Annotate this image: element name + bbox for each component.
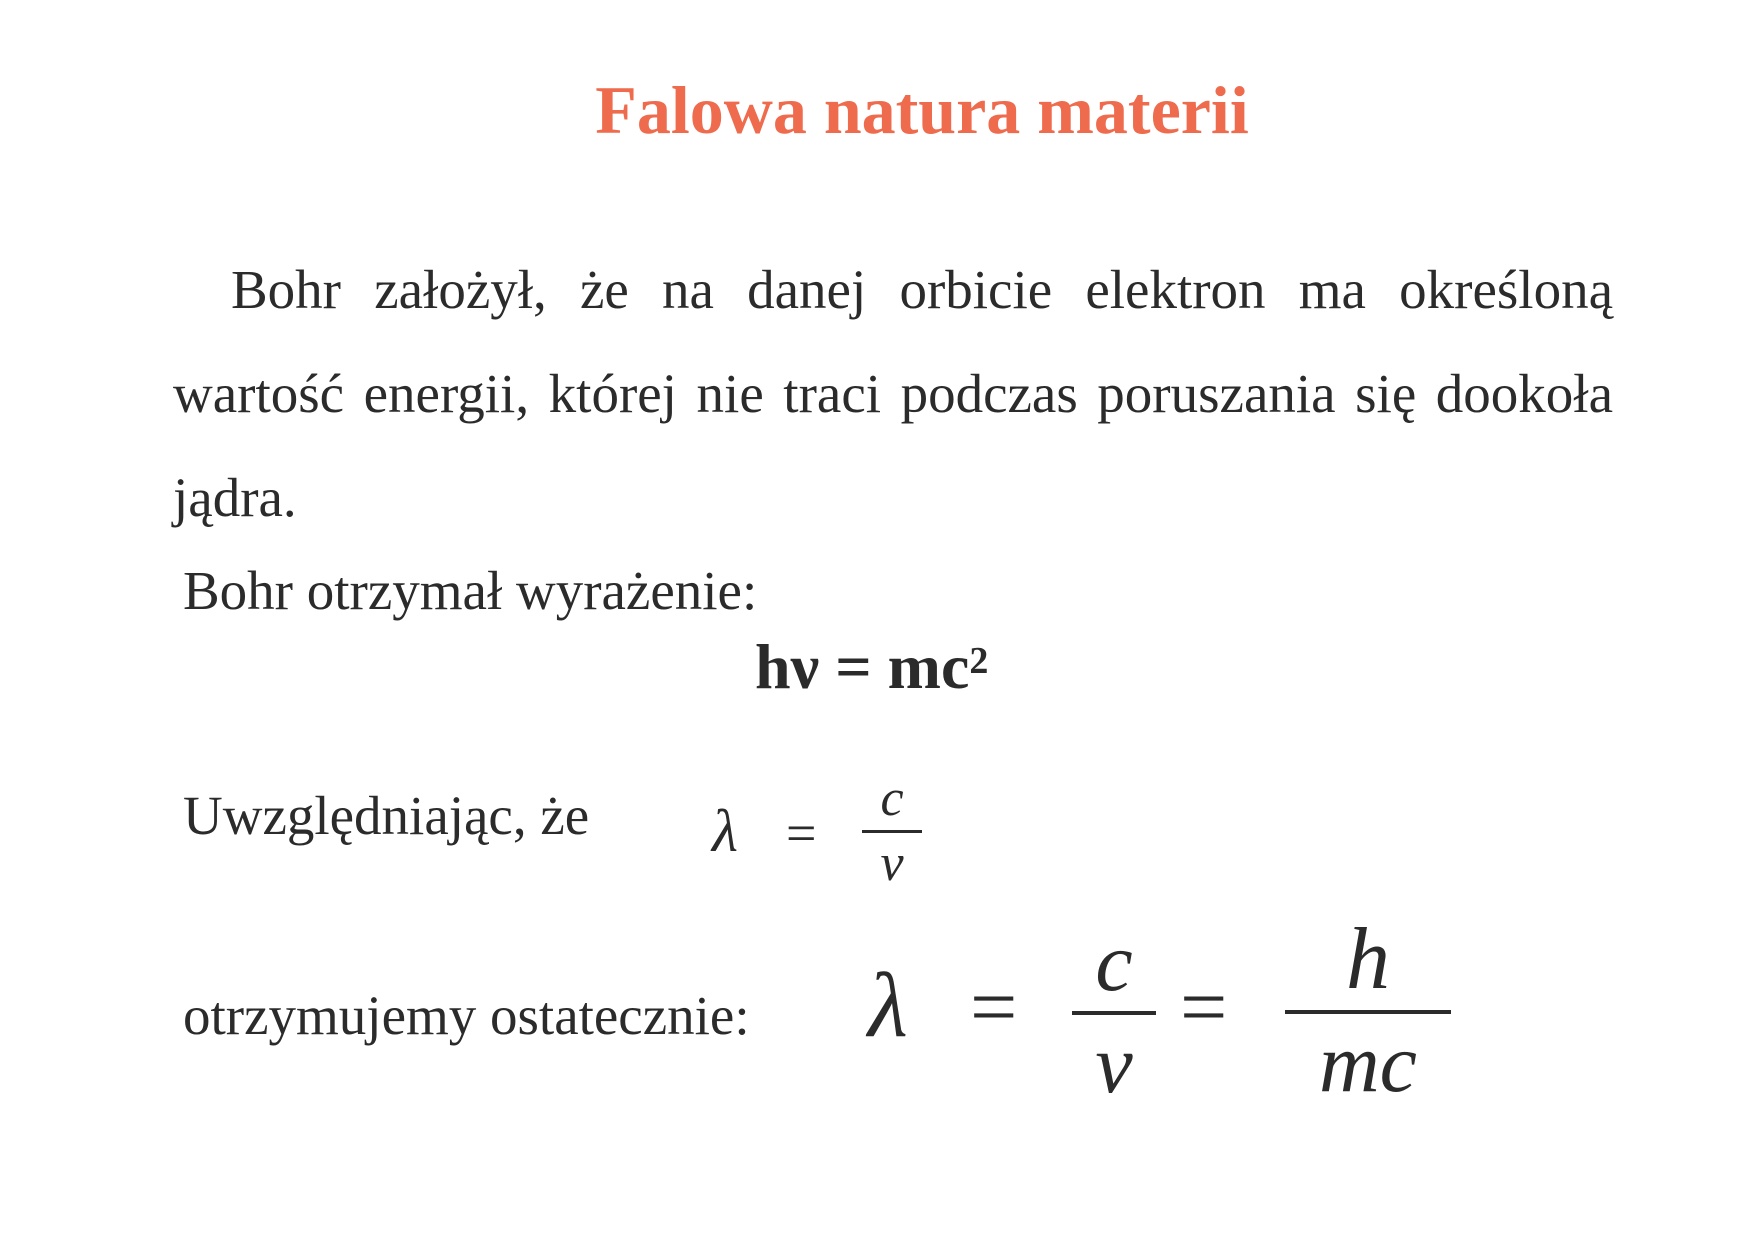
given-lambda: λ <box>712 798 738 864</box>
final-frac2-numerator: h <box>1346 911 1390 1008</box>
slide-title: Falowa natura materii <box>595 72 1249 148</box>
final-equals-2: = <box>1180 961 1228 1054</box>
bohr-equation-lhs: hν = mc <box>755 631 970 702</box>
given-numerator: c <box>880 770 904 827</box>
given-equals: = <box>786 803 817 863</box>
given-label: Uwzględniając, że <box>183 785 590 846</box>
final-fraction-1 <box>1072 915 1156 1115</box>
bohr-equation <box>755 632 988 702</box>
final-frac1-numerator: c <box>1095 916 1133 1009</box>
given-fraction <box>862 768 922 895</box>
final-equals-1: = <box>970 961 1018 1054</box>
given-denominator: ν <box>880 835 904 892</box>
final-lambda: λ <box>868 954 908 1056</box>
final-frac2-denominator: mc <box>1319 1017 1417 1110</box>
expression-intro: Bohr otrzymał wyrażenie: <box>183 560 758 621</box>
bohr-equation-exponent: 2 <box>969 640 989 682</box>
final-frac1-denominator: ν <box>1095 1018 1133 1111</box>
intro-paragraph: Bohr założył, że na danej orbicie elektron ma określoną wartość energii, której nie traci podczas poruszania się dookoła jądra. <box>173 259 1613 528</box>
final-label: otrzymujemy ostatecznie: <box>183 985 750 1046</box>
final-fraction-2 <box>1285 910 1451 1114</box>
